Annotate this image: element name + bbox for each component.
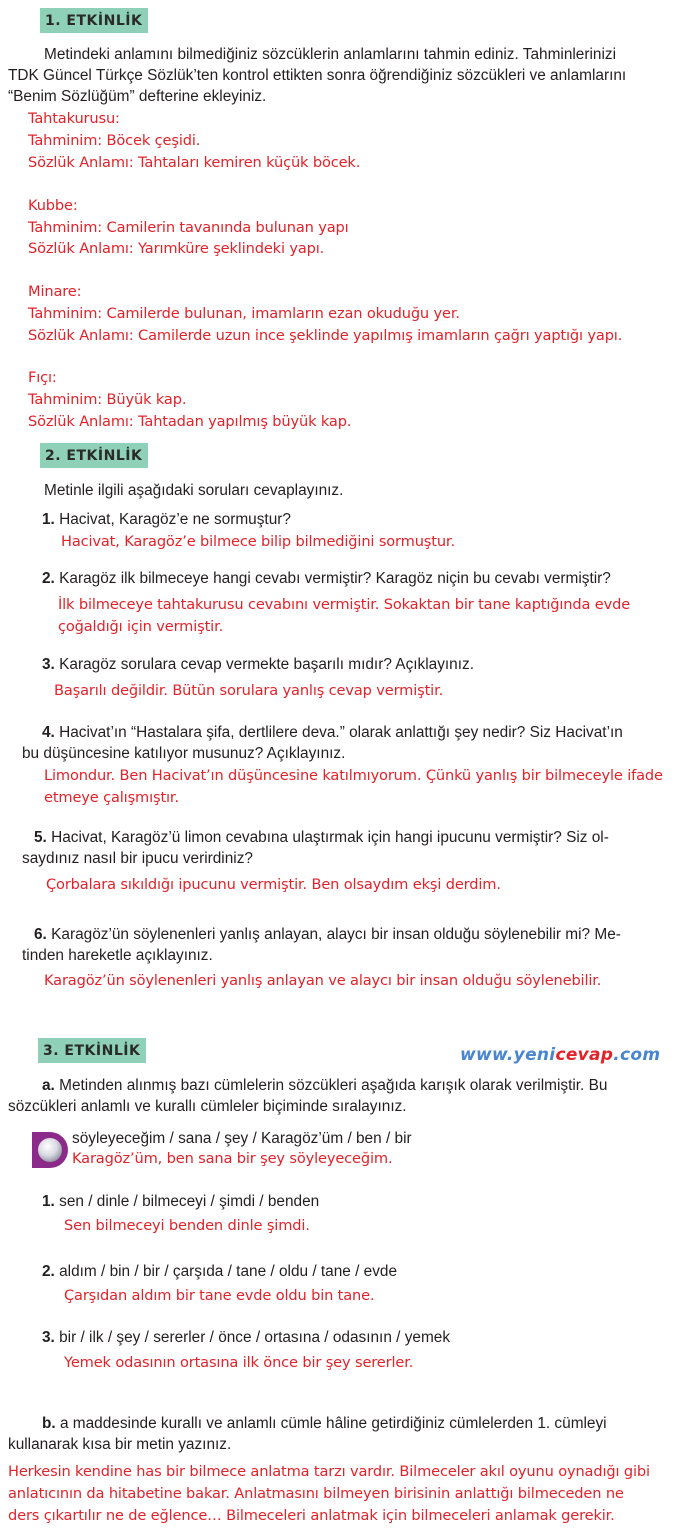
word-2-dict: Sözlük Anlamı: Yarımküre şeklindeki yapı. <box>28 240 325 257</box>
watermark-com: .com <box>613 1045 661 1065</box>
item-2-words <box>42 1262 397 1282</box>
question-1-text: Hacivat, Karagöz’e ne sormuştur? <box>54 511 291 528</box>
word-3-dict: Sözlük Anlamı: Camilerde uzun ince şeklinde yapılmış imamların çağrı yaptığı yapı. <box>28 327 623 344</box>
question-4-text: Hacivat’ın “Hastalara şifa, dertlilere deva.” olarak anlattığı şey nedir? Siz Hacivat’ın <box>54 724 623 741</box>
question-6-text: Karagöz’ün söylenenleri yanlış anlayan, alaycı bir insan olduğu söylenebilir mi? Me- <box>46 926 621 943</box>
item-1-text: sen / dinle / bilmeceyi / şimdi / benden <box>54 1193 320 1210</box>
act3-b-answer-line2: anlatıcının da hitabetine bakar. Anlatmasını bilmeyen birisinin anlattığı bilmeceden ne <box>8 1485 624 1502</box>
word-3-term: Minare: <box>28 283 82 300</box>
question-4-number: 4. <box>42 724 55 741</box>
watermark <box>460 1045 660 1065</box>
question-3 <box>42 655 474 675</box>
question-5-line2: saydınız nasıl bir ipucu verirdiniz? <box>22 850 253 867</box>
answer-6: Karagöz’ün söylenenleri yanlış anlayan ve alaycı bir insan olduğu söylenebilir. <box>44 972 602 989</box>
act1-intro-line1: Metindeki anlamını bilmediğiniz sözcüklerin anlamlarını tahmin ediniz. Tahminlerinizi <box>44 46 616 63</box>
question-6-line2: tinden hareketle açıklayınız. <box>22 947 213 964</box>
item-3-answer: Yemek odasının ortasına ilk önce bir şey sererler. <box>64 1354 414 1371</box>
question-2-text: Karagöz ilk bilmeceye hangi cevabı vermiştir? Karagöz niçin bu cevabı vermiştir? <box>54 570 611 587</box>
item-1-number: 1. <box>42 1193 55 1210</box>
word-4-term: Fıçı: <box>28 369 57 386</box>
act1-intro-line2: TDK Güncel Türkçe Sözlük’ten kontrol ettikten sonra öğrendiğiniz sözcükleri ve anlamlarını <box>8 67 627 84</box>
word-3-guess: Tahminim: Camilerde bulunan, imamların ezan okuduğu yer. <box>28 305 460 322</box>
question-4-line1 <box>42 723 623 743</box>
question-1-number: 1. <box>42 511 55 528</box>
item-2-text: aldım / bin / bir / çarşıda / tane / oldu / tane / evde <box>54 1263 398 1280</box>
question-4-line2: bu düşüncesine katılıyor musunuz? Açıklayınız. <box>22 745 346 762</box>
answer-3: Başarılı değildir. Bütün sorulara yanlış cevap vermiştir. <box>54 682 444 699</box>
question-2-number: 2. <box>42 570 55 587</box>
question-1 <box>42 510 291 530</box>
item-2-number: 2. <box>42 1263 55 1280</box>
answer-4-line1: Limondur. Ben Hacivat’ın düşüncesine katılmıyorum. Çünkü yanlış bir bilmeceyle ifade <box>44 767 663 784</box>
word-1-guess: Tahminim: Böcek çeşidi. <box>28 132 201 149</box>
activity-2-badge: 2. ETKİNLİK <box>40 443 148 468</box>
item-2-answer: Çarşıdan aldım bir tane evde oldu bin tane. <box>64 1287 375 1304</box>
act3-a-line1 <box>42 1076 607 1096</box>
word-4-dict: Sözlük Anlamı: Tahtadan yapılmış büyük kap. <box>28 413 352 430</box>
example-words: söyleyeceğim / sana / şey / Karagöz’üm / ben / bir <box>72 1130 412 1147</box>
question-3-number: 3. <box>42 656 55 673</box>
example-answer: Karagöz’üm, ben sana bir şey söyleyeceğim. <box>72 1150 393 1167</box>
answer-4-line2: etmeye çalışmıştır. <box>44 789 179 806</box>
word-1-dict: Sözlük Anlamı: Tahtaları kemiren küçük böcek. <box>28 154 361 171</box>
question-5-text: Hacivat, Karagöz’ü limon cevabına ulaştırmak için hangi ipucunu vermiştir? Siz ol- <box>46 829 609 846</box>
example-marker-icon <box>30 1130 70 1170</box>
activity-1-badge: 1. ETKİNLİK <box>40 8 148 33</box>
act3-b-text: a maddesinde kurallı ve anlamlı cümle hâline getirdiğiniz cümlelerden 1. cümleyi <box>55 1415 607 1432</box>
act1-intro-line3: “Benim Sözlüğüm” defterine ekleyiniz. <box>8 88 267 105</box>
act3-b-label: b. <box>42 1415 56 1432</box>
item-3-words <box>42 1328 450 1348</box>
question-6-number: 6. <box>34 926 47 943</box>
act3-a-text: Metinden alınmış bazı cümlelerin sözcükleri aşağıda karışık olarak verilmiştir. Bu <box>54 1077 608 1094</box>
word-4-guess: Tahminim: Büyük kap. <box>28 391 187 408</box>
item-3-number: 3. <box>42 1329 55 1346</box>
act3-a-line2: sözcükleri anlamlı ve kurallı cümleler biçiminde sıralayınız. <box>8 1098 407 1115</box>
item-3-text: bir / ilk / şey / sererler / önce / ortasına / odasının / yemek <box>54 1329 451 1346</box>
act3-a-label: a. <box>42 1077 55 1094</box>
activity-3-badge: 3. ETKİNLİK <box>38 1038 146 1063</box>
watermark-cevap: cevap <box>555 1045 614 1065</box>
act3-b-answer-line1: Herkesin kendine has bir bilmece anlatma tarzı vardır. Bilmeceler akıl oyunu oynadığı gibi <box>8 1463 650 1480</box>
word-2-term: Kubbe: <box>28 197 78 214</box>
item-1-words <box>42 1192 319 1212</box>
answer-2-line2: çoğaldığı için vermiştir. <box>58 618 224 635</box>
answer-1: Hacivat, Karagöz’e bilmece bilip bilmediğini sormuştur. <box>61 533 455 550</box>
answer-5: Çorbalara sıkıldığı ipucunu vermiştir. Ben olsaydım ekşi derdim. <box>46 876 501 893</box>
question-2 <box>42 569 611 589</box>
question-5-line1 <box>34 828 609 848</box>
item-1-answer: Sen bilmeceyi benden dinle şimdi. <box>64 1217 310 1234</box>
word-1-term: Tahtakurusu: <box>28 110 120 127</box>
word-2-guess: Tahminim: Camilerin tavanında bulunan yapı <box>28 219 349 236</box>
question-5-number: 5. <box>34 829 47 846</box>
question-6-line1 <box>34 925 621 945</box>
act3-b-line2: kullanarak kısa bir metin yazınız. <box>8 1436 232 1453</box>
answer-2-line1: İlk bilmeceye tahtakurusu cevabını vermiştir. Sokaktan bir tane kaptığında evde <box>58 596 631 613</box>
act3-b-line1 <box>42 1414 607 1434</box>
act3-b-answer-line3: ders çıkartılır ne de eğlence… Bilmeceleri anlatmak için bilmeceleri anlamak gerekir. <box>8 1507 615 1524</box>
watermark-www: www.yeni <box>460 1045 556 1065</box>
question-3-text: Karagöz sorulara cevap vermekte başarılı mıdır? Açıklayınız. <box>54 656 474 673</box>
act2-intro: Metinle ilgili aşağıdaki soruları cevaplayınız. <box>44 482 344 499</box>
